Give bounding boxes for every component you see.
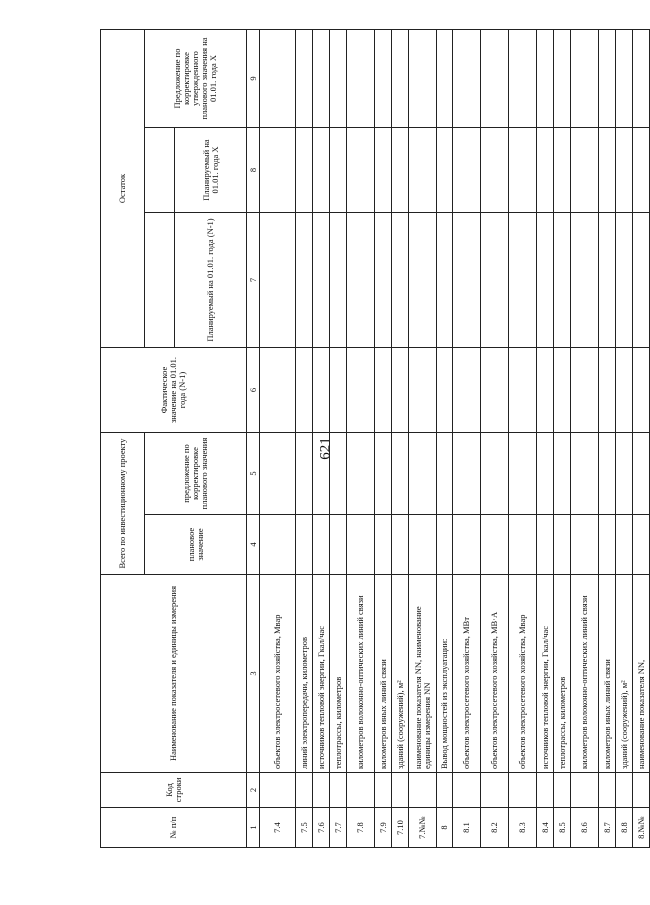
table-row bbox=[509, 30, 537, 848]
value-cell bbox=[571, 433, 599, 515]
row-indicator-name: источников тепловой энергии, Гкал/час bbox=[313, 575, 330, 773]
value-cell bbox=[481, 433, 509, 515]
row-number: 8.2 bbox=[481, 808, 509, 848]
value-cell bbox=[375, 128, 392, 213]
value-cell bbox=[313, 515, 330, 575]
column-number: 2 bbox=[247, 773, 260, 808]
row-number: 8.3 bbox=[509, 808, 537, 848]
value-cell bbox=[599, 30, 616, 128]
column-number: 8 bbox=[247, 128, 260, 213]
header-planned-x: Планируемый на 01.01. года X bbox=[175, 128, 247, 213]
value-cell bbox=[599, 515, 616, 575]
table-row bbox=[453, 30, 481, 848]
row-indicator-name: зданий (сооружений), м² bbox=[616, 575, 633, 773]
header-code: Код строки bbox=[101, 773, 247, 808]
row-number: 8.4 bbox=[537, 808, 554, 848]
row-number: 8.5 bbox=[554, 808, 571, 848]
value-cell bbox=[571, 30, 599, 128]
column-number: 9 bbox=[247, 30, 260, 128]
value-cell bbox=[554, 348, 571, 433]
table-row bbox=[260, 30, 296, 848]
value-cell bbox=[409, 128, 437, 213]
value-cell bbox=[633, 213, 650, 348]
value-cell bbox=[260, 348, 296, 433]
row-code bbox=[599, 773, 616, 808]
value-cell bbox=[409, 348, 437, 433]
row-code bbox=[509, 773, 537, 808]
value-cell bbox=[375, 433, 392, 515]
value-cell bbox=[481, 515, 509, 575]
value-cell bbox=[633, 433, 650, 515]
value-cell bbox=[260, 128, 296, 213]
table-row bbox=[571, 30, 599, 848]
value-cell bbox=[537, 348, 554, 433]
header-planned-n1: Планируемый на 01.01. года (N-1) bbox=[175, 213, 247, 348]
row-code bbox=[616, 773, 633, 808]
row-indicator-name: километров иных линий связи bbox=[375, 575, 392, 773]
row-number: 8.№№ bbox=[633, 808, 650, 848]
value-cell bbox=[554, 213, 571, 348]
value-cell bbox=[633, 128, 650, 213]
row-code bbox=[260, 773, 296, 808]
row-number: 8.1 bbox=[453, 808, 481, 848]
value-cell bbox=[375, 515, 392, 575]
value-cell bbox=[571, 128, 599, 213]
value-cell bbox=[330, 213, 347, 348]
row-number: 7.5 bbox=[296, 808, 313, 848]
row-number: 7.7 bbox=[330, 808, 347, 848]
table-row bbox=[313, 30, 330, 848]
row-indicator-name: километров волоконно-оптических линий связи bbox=[571, 575, 599, 773]
value-cell bbox=[437, 30, 453, 128]
value-cell bbox=[481, 128, 509, 213]
table-row bbox=[481, 30, 509, 848]
row-code bbox=[437, 773, 453, 808]
row-code bbox=[347, 773, 375, 808]
value-cell bbox=[296, 515, 313, 575]
value-cell bbox=[313, 213, 330, 348]
rotated-table-container bbox=[100, 30, 646, 848]
value-cell bbox=[537, 213, 554, 348]
table-body bbox=[260, 30, 650, 848]
header-planned: плановое значение bbox=[145, 515, 247, 575]
row-number: 8.7 bbox=[599, 808, 616, 848]
value-cell bbox=[571, 515, 599, 575]
value-cell bbox=[330, 128, 347, 213]
value-cell bbox=[537, 515, 554, 575]
header-remainder: Остаток bbox=[101, 30, 145, 348]
column-number: 3 bbox=[247, 575, 260, 773]
value-cell bbox=[554, 30, 571, 128]
value-cell bbox=[616, 213, 633, 348]
row-code bbox=[392, 773, 409, 808]
value-cell bbox=[509, 348, 537, 433]
value-cell bbox=[313, 30, 330, 128]
value-cell bbox=[260, 515, 296, 575]
row-number: 8 bbox=[437, 808, 453, 848]
row-number: 8.6 bbox=[571, 808, 599, 848]
value-cell bbox=[392, 515, 409, 575]
header-proposal-approved: Предложение по корректировке утвержденного планового значения на 01.01. года X bbox=[145, 30, 247, 128]
row-code bbox=[375, 773, 392, 808]
value-cell bbox=[392, 30, 409, 128]
header-total-invest: Всего по инвестиционному проекту bbox=[101, 433, 145, 575]
value-cell bbox=[392, 128, 409, 213]
value-cell bbox=[616, 348, 633, 433]
table-row bbox=[375, 30, 392, 848]
value-cell bbox=[296, 128, 313, 213]
row-number: 7.№№ bbox=[409, 808, 437, 848]
value-cell bbox=[599, 433, 616, 515]
value-cell bbox=[599, 213, 616, 348]
header-num: № п/п bbox=[101, 808, 247, 848]
value-cell bbox=[260, 213, 296, 348]
value-cell bbox=[509, 213, 537, 348]
column-number: 1 bbox=[247, 808, 260, 848]
table-row bbox=[633, 30, 650, 848]
row-indicator-name: наименование показателя NN, наименование единицы измерения NN bbox=[409, 575, 437, 773]
row-indicator-name: теплотрассы, километров bbox=[554, 575, 571, 773]
value-cell bbox=[509, 515, 537, 575]
table-row bbox=[347, 30, 375, 848]
value-cell bbox=[313, 433, 330, 515]
row-code bbox=[537, 773, 554, 808]
header-empty-x bbox=[145, 128, 175, 213]
value-cell bbox=[437, 515, 453, 575]
value-cell bbox=[509, 30, 537, 128]
row-number: 7.6 bbox=[313, 808, 330, 848]
value-cell bbox=[616, 30, 633, 128]
value-cell bbox=[409, 30, 437, 128]
value-cell bbox=[599, 348, 616, 433]
value-cell bbox=[347, 348, 375, 433]
value-cell bbox=[453, 128, 481, 213]
header-actual: Фактическое значение на 01.01. года (N-1) bbox=[101, 348, 247, 433]
table-row bbox=[616, 30, 633, 848]
value-cell bbox=[537, 433, 554, 515]
value-cell bbox=[437, 128, 453, 213]
row-code bbox=[409, 773, 437, 808]
value-cell bbox=[375, 30, 392, 128]
row-code bbox=[296, 773, 313, 808]
column-number: 6 bbox=[247, 348, 260, 433]
row-code bbox=[453, 773, 481, 808]
investment-indicators-table bbox=[100, 29, 650, 848]
value-cell bbox=[296, 433, 313, 515]
row-indicator-name: теплотрассы, километров bbox=[330, 575, 347, 773]
row-code bbox=[571, 773, 599, 808]
value-cell bbox=[616, 515, 633, 575]
value-cell bbox=[453, 30, 481, 128]
value-cell bbox=[330, 348, 347, 433]
value-cell bbox=[616, 128, 633, 213]
header-empty-n1 bbox=[145, 213, 175, 348]
table-header bbox=[101, 30, 260, 848]
value-cell bbox=[347, 433, 375, 515]
value-cell bbox=[453, 348, 481, 433]
row-indicator-name: линий электропередачи, километров bbox=[296, 575, 313, 773]
value-cell bbox=[375, 213, 392, 348]
table-row bbox=[409, 30, 437, 848]
row-indicator-name: объектов электросетевого хозяйства, МВ·А bbox=[481, 575, 509, 773]
value-cell bbox=[437, 213, 453, 348]
row-number: 8.8 bbox=[616, 808, 633, 848]
header-name: Наименование показателя и единицы измерения bbox=[101, 575, 247, 773]
table-row bbox=[537, 30, 554, 848]
value-cell bbox=[313, 348, 330, 433]
column-number: 4 bbox=[247, 515, 260, 575]
row-indicator-name: зданий (сооружений), м² bbox=[392, 575, 409, 773]
row-indicator-name: наименование показателя NN, bbox=[633, 575, 650, 773]
value-cell bbox=[633, 30, 650, 128]
value-cell bbox=[392, 433, 409, 515]
table-row bbox=[392, 30, 409, 848]
value-cell bbox=[330, 515, 347, 575]
value-cell bbox=[392, 348, 409, 433]
value-cell bbox=[481, 213, 509, 348]
value-cell bbox=[375, 348, 392, 433]
value-cell bbox=[616, 433, 633, 515]
row-indicator-name: источников тепловой энергии, Гкал/час bbox=[537, 575, 554, 773]
row-number: 7.10 bbox=[392, 808, 409, 848]
table-row bbox=[296, 30, 313, 848]
value-cell bbox=[554, 128, 571, 213]
table-row bbox=[437, 30, 453, 848]
value-cell bbox=[313, 128, 330, 213]
row-indicator-name: объектов электросетевого хозяйства, МВт bbox=[453, 575, 481, 773]
value-cell bbox=[392, 213, 409, 348]
value-cell bbox=[260, 30, 296, 128]
row-indicator-name: объектов электросетевого хозяйства, Мвар bbox=[509, 575, 537, 773]
value-cell bbox=[330, 30, 347, 128]
row-code bbox=[481, 773, 509, 808]
row-code bbox=[554, 773, 571, 808]
value-cell bbox=[453, 515, 481, 575]
value-cell bbox=[633, 515, 650, 575]
row-indicator-name: километров иных линий связи bbox=[599, 575, 616, 773]
table-row bbox=[599, 30, 616, 848]
column-number: 7 bbox=[247, 213, 260, 348]
value-cell bbox=[330, 433, 347, 515]
page-number: 621 bbox=[317, 437, 334, 460]
row-code bbox=[633, 773, 650, 808]
row-indicator-name: Вывод мощностей из эксплуатации: bbox=[437, 575, 453, 773]
value-cell bbox=[571, 213, 599, 348]
value-cell bbox=[409, 433, 437, 515]
value-cell bbox=[481, 30, 509, 128]
value-cell bbox=[296, 348, 313, 433]
table-row bbox=[554, 30, 571, 848]
value-cell bbox=[437, 348, 453, 433]
value-cell bbox=[554, 433, 571, 515]
value-cell bbox=[409, 213, 437, 348]
row-number: 7.9 bbox=[375, 808, 392, 848]
row-code bbox=[330, 773, 347, 808]
row-number: 7.4 bbox=[260, 808, 296, 848]
value-cell bbox=[296, 213, 313, 348]
value-cell bbox=[633, 348, 650, 433]
row-indicator-name: километров волоконно-оптических линий связи bbox=[347, 575, 375, 773]
value-cell bbox=[554, 515, 571, 575]
value-cell bbox=[347, 128, 375, 213]
value-cell bbox=[453, 433, 481, 515]
column-number-row bbox=[247, 30, 260, 848]
value-cell bbox=[347, 213, 375, 348]
value-cell bbox=[260, 433, 296, 515]
value-cell bbox=[537, 128, 554, 213]
column-number: 5 bbox=[247, 433, 260, 515]
value-cell bbox=[537, 30, 554, 128]
value-cell bbox=[453, 213, 481, 348]
header-proposal: предложение по корректировке планового значения bbox=[145, 433, 247, 515]
value-cell bbox=[437, 433, 453, 515]
value-cell bbox=[509, 433, 537, 515]
value-cell bbox=[571, 348, 599, 433]
row-number: 7.8 bbox=[347, 808, 375, 848]
row-indicator-name: объектов электросетевого хозяйства, Мвар bbox=[260, 575, 296, 773]
value-cell bbox=[509, 128, 537, 213]
value-cell bbox=[347, 515, 375, 575]
value-cell bbox=[409, 515, 437, 575]
value-cell bbox=[296, 30, 313, 128]
value-cell bbox=[347, 30, 375, 128]
table-row bbox=[330, 30, 347, 848]
value-cell bbox=[599, 128, 616, 213]
value-cell bbox=[481, 348, 509, 433]
row-code bbox=[313, 773, 330, 808]
